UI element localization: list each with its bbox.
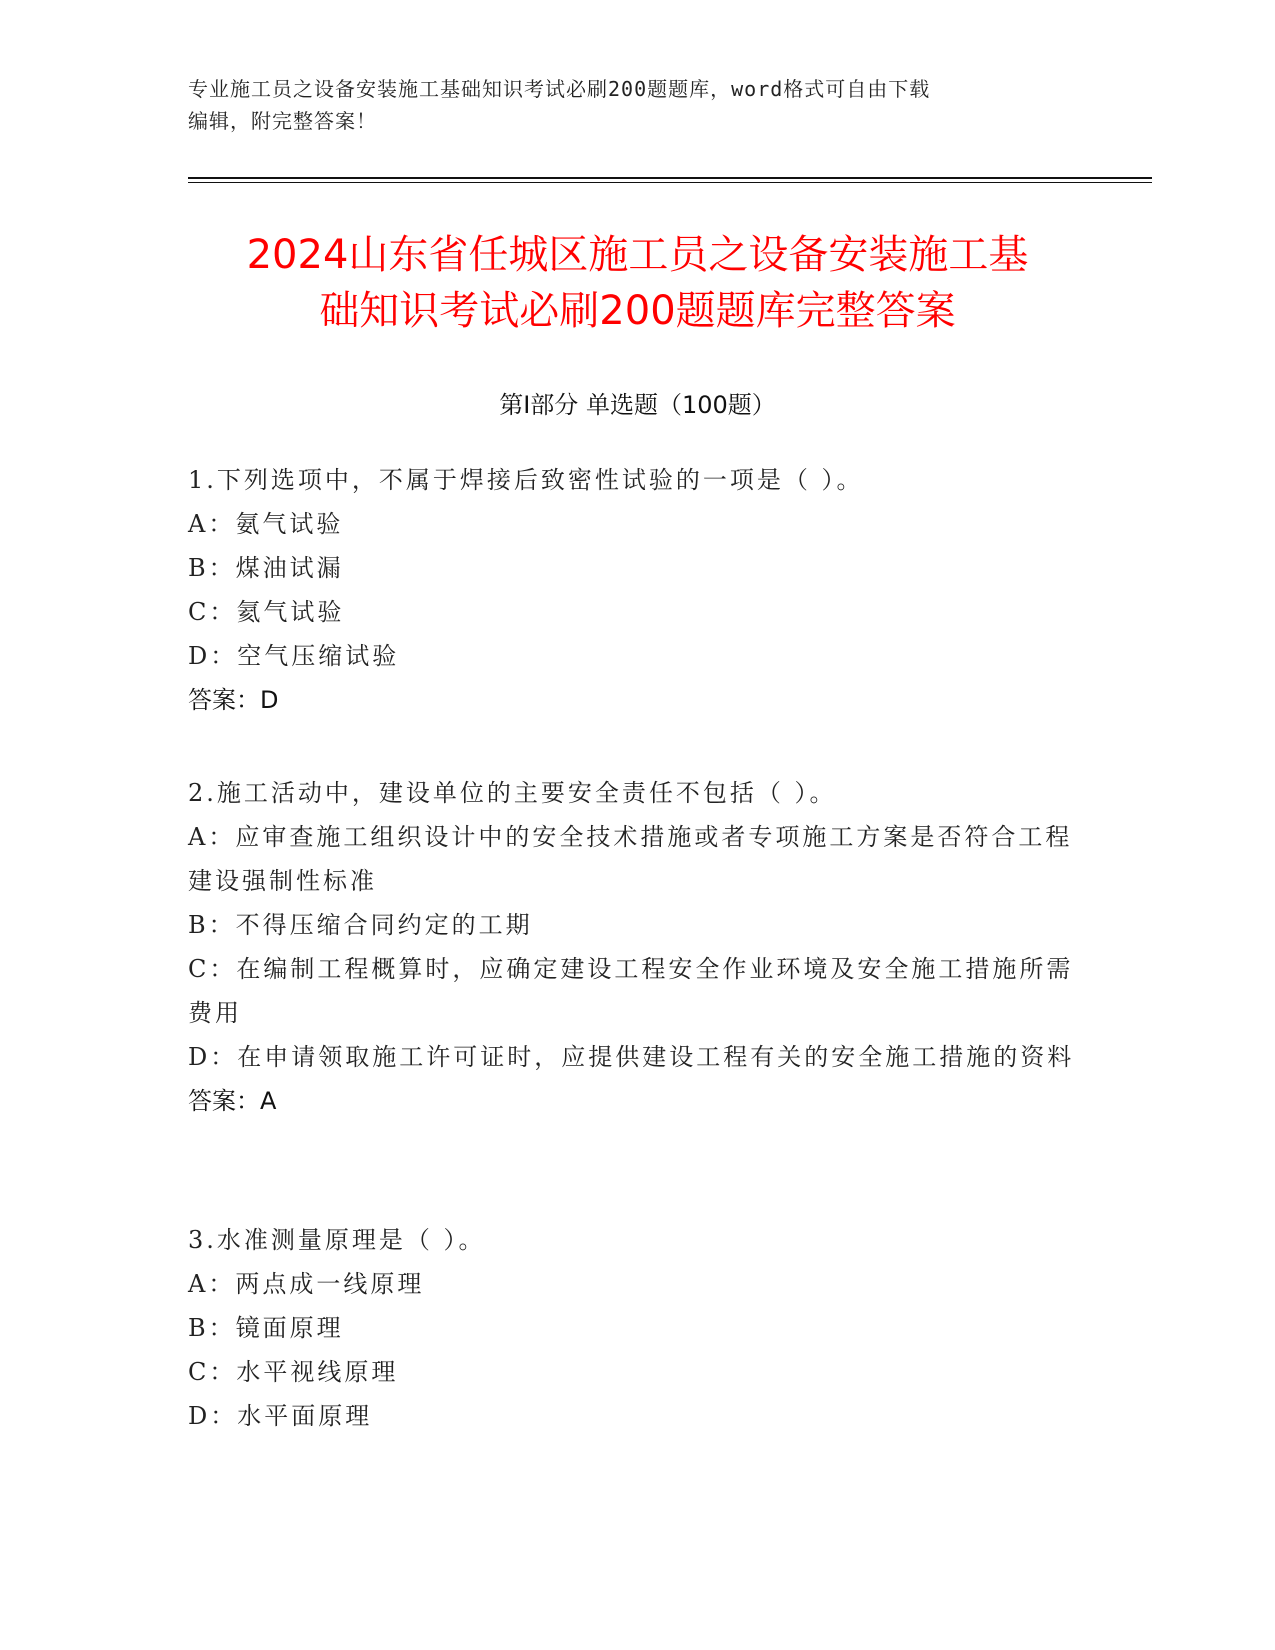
question-stem: 2.施工活动中，建设单位的主要安全责任不包括（ ）。: [188, 779, 837, 807]
option-b: B：不得压缩合同约定的工期: [188, 911, 533, 939]
question-stem: 1.下列选项中，不属于焊接后致密性试验的一项是（ ）。: [188, 466, 864, 494]
header-note-line-2: 编辑，附完整答案！: [188, 109, 377, 133]
question-3: [188, 1218, 1088, 1438]
question-2: [188, 771, 1088, 1123]
question-stem: 3.水准测量原理是（ ）。: [188, 1226, 486, 1254]
document-title: [130, 227, 1145, 339]
option-c: C：在编制工程概算时，应确定建设工程安全作业环境及安全施工措施所需费用: [188, 955, 1074, 1027]
option-b: B：镜面原理: [188, 1314, 344, 1342]
header-note-line-1: 专业施工员之设备安装施工基础知识考试必刷200题题库，word格式可自由下载: [188, 77, 931, 101]
option-a: A：氨气试验: [188, 510, 344, 538]
header-divider-thick: [188, 177, 1152, 179]
question-1: [188, 458, 1088, 722]
section-heading: 第Ⅰ部分 单选题（100题）: [499, 391, 776, 419]
document-title-line-1: 2024山东省任城区施工员之设备安装施工基: [246, 232, 1029, 278]
option-d: D：水平面原理: [188, 1402, 373, 1430]
document-title-line-2: 础知识考试必刷200题题库完整答案: [319, 288, 956, 334]
option-d: D：在申请领取施工许可证时，应提供建设工程有关的安全施工措施的资料: [188, 1043, 1075, 1071]
answer: 答案：D: [188, 686, 279, 714]
option-c: C：氦气试验: [188, 598, 345, 626]
header-divider-thin: [188, 182, 1152, 183]
option-a: A：两点成一线原理: [188, 1270, 425, 1298]
option-b: B：煤油试漏: [188, 554, 344, 582]
option-d: D：空气压缩试验: [188, 642, 400, 670]
header-note: [188, 73, 1088, 137]
option-a: A：应审查施工组织设计中的安全技术措施或者专项施工方案是否符合工程建设强制性标准: [188, 823, 1073, 895]
option-c: C：水平视线原理: [188, 1358, 399, 1386]
answer: 答案：A: [188, 1087, 277, 1115]
